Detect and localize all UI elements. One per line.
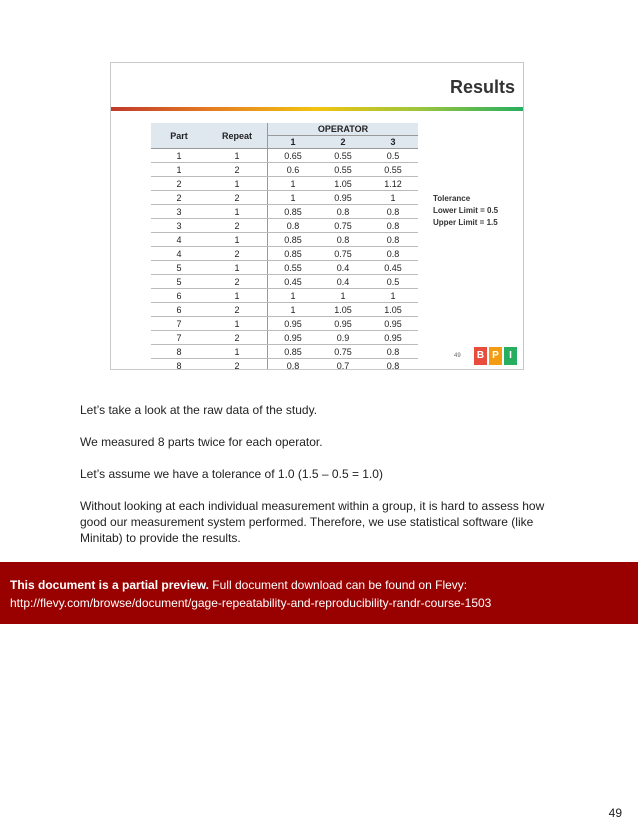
- slide-title: Results: [449, 77, 515, 97]
- table-cell: 0.55: [268, 261, 319, 275]
- table-cell: 1: [268, 177, 319, 191]
- table-cell: 0.95: [268, 317, 319, 331]
- rainbow-divider: [111, 107, 523, 111]
- slide-number: 49: [454, 353, 461, 359]
- table-cell: 0.95: [368, 317, 418, 331]
- table-cell: 0.8: [368, 247, 418, 261]
- banner-text: Full document download can be found on Flevy:: [212, 578, 468, 592]
- table-cell: 1.12: [368, 177, 418, 191]
- paragraph-1: Let’s take a look at the raw data of the study.: [80, 403, 318, 417]
- table-cell: 2: [207, 219, 268, 233]
- table-cell: 0.6: [268, 163, 319, 177]
- table-row: [151, 191, 418, 205]
- table-cell: 0.8: [368, 345, 418, 359]
- table-row: [151, 247, 418, 261]
- header-op1: 1: [268, 136, 319, 149]
- header-repeat: Repeat: [207, 123, 268, 149]
- table-cell: 1: [207, 233, 268, 247]
- table-cell: 7: [151, 317, 207, 331]
- table-cell: 5: [151, 275, 207, 289]
- table-row: [151, 289, 418, 303]
- logo-letter-i: I: [504, 347, 517, 365]
- table-cell: 0.5: [368, 149, 418, 163]
- table-cell: 1: [207, 289, 268, 303]
- table-row: [151, 359, 418, 371]
- table-cell: 8: [151, 359, 207, 371]
- logo-letter-p: P: [489, 347, 502, 365]
- table-cell: 0.8: [318, 205, 368, 219]
- table-body: [151, 149, 418, 371]
- table-cell: 1.05: [318, 177, 368, 191]
- tolerance-note: [433, 193, 498, 229]
- page-number: 49: [608, 806, 622, 820]
- table-cell: 1: [207, 149, 268, 163]
- table-cell: 0.4: [318, 261, 368, 275]
- paragraph-2: We measured 8 parts twice for each operator.: [80, 435, 323, 449]
- table-cell: 1: [207, 261, 268, 275]
- table-row: [151, 317, 418, 331]
- table-cell: 6: [151, 303, 207, 317]
- header-op3: 3: [368, 136, 418, 149]
- table-cell: 0.8: [318, 233, 368, 247]
- table-cell: 0.95: [318, 317, 368, 331]
- table-cell: 0.8: [268, 359, 319, 371]
- table-cell: 0.85: [268, 233, 319, 247]
- table-row: [151, 275, 418, 289]
- table-cell: 8: [151, 345, 207, 359]
- paragraph-4: Without looking at each individual measurement within a group, it is hard to assess how good our measurement system performed. Therefore, we use statistical software (like Minitab) to provide the results.: [80, 499, 545, 545]
- lower-limit: Lower Limit = 0.5: [433, 206, 499, 215]
- table-row: [151, 303, 418, 317]
- table-cell: 0.55: [318, 163, 368, 177]
- table-cell: 0.55: [318, 149, 368, 163]
- table-cell: 1: [368, 289, 418, 303]
- table-cell: 5: [151, 261, 207, 275]
- header-operator: OPERATOR: [268, 123, 419, 136]
- header-part: Part: [151, 123, 207, 149]
- table-cell: 0.5: [368, 275, 418, 289]
- table-row: [151, 261, 418, 275]
- table-cell: 0.45: [368, 261, 418, 275]
- banner-bold-text: This document is a partial preview.: [10, 578, 209, 592]
- body-text: [80, 402, 550, 562]
- table-cell: 0.45: [268, 275, 319, 289]
- table-cell: 0.8: [368, 359, 418, 371]
- table-cell: 0.95: [268, 331, 319, 345]
- results-table: [151, 123, 418, 370]
- table-cell: 2: [207, 191, 268, 205]
- table-cell: 0.9: [318, 331, 368, 345]
- table-cell: 1: [268, 289, 319, 303]
- table-cell: 1: [151, 163, 207, 177]
- table-cell: 0.8: [368, 205, 418, 219]
- table-cell: 0.65: [268, 149, 319, 163]
- table-cell: 4: [151, 247, 207, 261]
- table-cell: 0.8: [368, 233, 418, 247]
- table-cell: 4: [151, 233, 207, 247]
- table-cell: 1: [268, 191, 319, 205]
- table-row: [151, 345, 418, 359]
- table-cell: 2: [207, 275, 268, 289]
- bpi-logo: [474, 347, 517, 365]
- table-cell: 0.8: [368, 219, 418, 233]
- table-row: [151, 233, 418, 247]
- table-cell: 1: [207, 177, 268, 191]
- table-cell: 1: [207, 205, 268, 219]
- table-cell: 7: [151, 331, 207, 345]
- table-cell: 1: [318, 289, 368, 303]
- table-row: [151, 219, 418, 233]
- table-cell: 1: [268, 303, 319, 317]
- table-cell: 3: [151, 205, 207, 219]
- table-cell: 2: [207, 303, 268, 317]
- table-row: [151, 177, 418, 191]
- table-row: [151, 331, 418, 345]
- table-cell: 0.85: [268, 205, 319, 219]
- table-cell: 2: [207, 359, 268, 371]
- table-cell: 2: [151, 177, 207, 191]
- table-row: [151, 163, 418, 177]
- table-cell: 2: [207, 247, 268, 261]
- table-cell: 0.75: [318, 219, 368, 233]
- table-cell: 2: [207, 163, 268, 177]
- table-cell: 2: [207, 331, 268, 345]
- preview-banner: [0, 562, 638, 624]
- table-cell: 0.85: [268, 345, 319, 359]
- table-cell: 1: [207, 317, 268, 331]
- table-cell: 0.7: [318, 359, 368, 371]
- table-cell: 1: [151, 149, 207, 163]
- table-cell: 2: [151, 191, 207, 205]
- table-cell: 1.05: [318, 303, 368, 317]
- logo-letter-b: B: [474, 347, 487, 365]
- header-op2: 2: [318, 136, 368, 149]
- table-row: [151, 205, 418, 219]
- tolerance-heading: Tolerance: [433, 194, 471, 203]
- table-cell: 3: [151, 219, 207, 233]
- paragraph-3: Let’s assume we have a tolerance of 1.0 (1.5 – 0.5 = 1.0): [80, 467, 383, 481]
- table-cell: 1: [368, 191, 418, 205]
- banner-link[interactable]: http://flevy.com/browse/document/gage-repeatability-and-reproducibility-randr-course-1503: [10, 596, 492, 610]
- table-cell: 0.75: [318, 345, 368, 359]
- table-cell: 0.95: [368, 331, 418, 345]
- table-cell: 0.8: [268, 219, 319, 233]
- table-cell: 0.75: [318, 247, 368, 261]
- upper-limit: Upper Limit = 1.5: [433, 218, 498, 227]
- table-cell: 0.55: [368, 163, 418, 177]
- table-cell: 0.4: [318, 275, 368, 289]
- table-cell: 1: [207, 345, 268, 359]
- table-cell: 1.05: [368, 303, 418, 317]
- table-cell: 6: [151, 289, 207, 303]
- slide-image: [110, 62, 524, 370]
- table-cell: 0.85: [268, 247, 319, 261]
- table-row: [151, 149, 418, 163]
- table-cell: 0.95: [318, 191, 368, 205]
